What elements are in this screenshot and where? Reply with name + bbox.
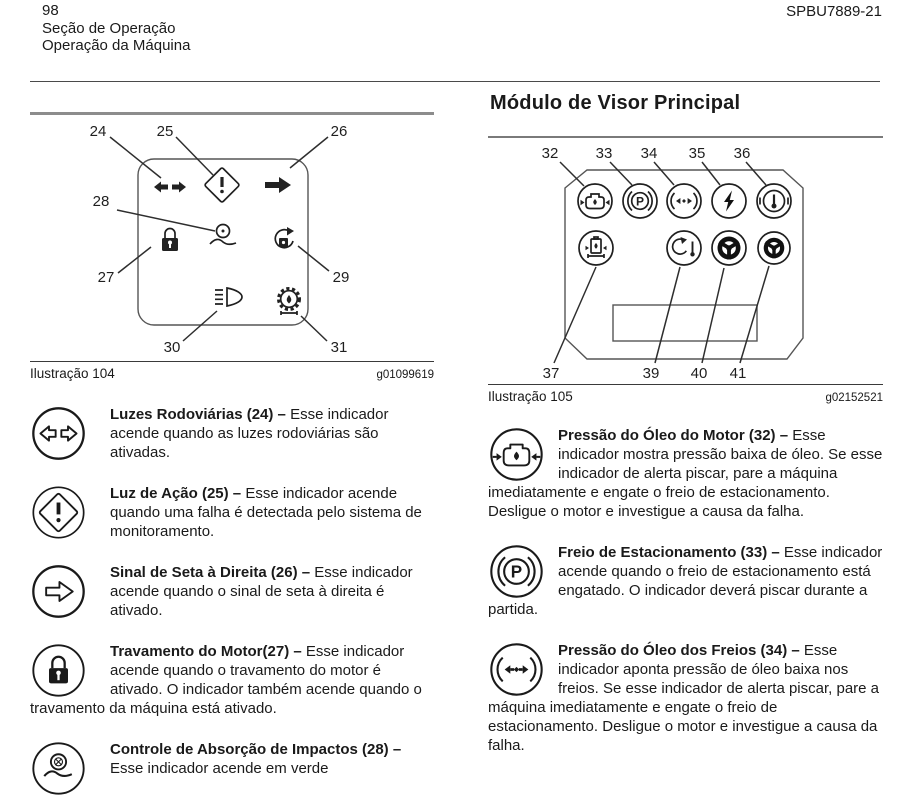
brake-oil-pressure-icon <box>488 641 558 698</box>
callout-33: 33 <box>595 145 613 162</box>
illustration-code: g02152521 <box>825 392 883 404</box>
page-number: 98 <box>42 2 59 19</box>
callout-40: 40 <box>690 365 708 382</box>
callout-41: 41 <box>729 365 747 382</box>
entry-engine-lock <box>30 642 434 718</box>
callout-34: 34 <box>640 145 658 162</box>
road-lights-icon <box>30 405 110 462</box>
illustration-104 <box>30 115 434 362</box>
left-entries <box>30 405 434 797</box>
entry-engine-oil-pressure <box>488 426 883 521</box>
entry-text: Esse indicador mostra pressão baixa de óleo. Se esse indicador de alerta piscar, pare a máquina imediatamente e engate o freio de estacionamento. Desligue o motor e investigue a causa da falha. <box>488 427 883 520</box>
callout-31: 31 <box>330 339 348 356</box>
callout-36: 36 <box>733 145 751 162</box>
entry-action-lamp <box>30 484 434 541</box>
callout-35: 35 <box>688 145 706 162</box>
action-lamp-icon <box>204 167 239 202</box>
callout-26: 26 <box>330 123 348 140</box>
callout-24: 24 <box>89 123 107 140</box>
parking-brake-icon <box>623 184 657 218</box>
hydraulic-oil-icon <box>579 231 613 265</box>
entry-text: Esse indicador acende quando as luzes rodoviárias são ativadas. <box>110 406 389 461</box>
entry-title: Travamento do Motor(27) – <box>110 643 302 660</box>
action-lamp-icon <box>30 484 110 541</box>
callout-29: 29 <box>332 269 350 286</box>
illustration-caption: Ilustração 105 <box>488 389 573 404</box>
entry-title: Sinal de Seta à Direita (26) – <box>110 564 311 581</box>
callout-37: 37 <box>542 365 560 382</box>
module-heading: Módulo de Visor Principal <box>490 92 741 114</box>
subsection-title: Operação da Máquina <box>42 37 191 54</box>
callout-25: 25 <box>156 123 174 140</box>
converter-temp-icon <box>667 231 701 265</box>
header-left <box>42 2 190 55</box>
svg-text:P: P <box>510 562 523 582</box>
svg-text:P: P <box>635 194 645 209</box>
engine-oil-pressure-icon <box>578 184 612 218</box>
entry-title: Freio de Estacionamento (33) – <box>558 544 780 561</box>
doc-code: SPBU7889-21 <box>786 3 882 20</box>
entry-brake-oil-pressure <box>488 641 883 755</box>
section-title: Seção de Operação <box>42 19 176 37</box>
ride-control-icon <box>30 740 110 797</box>
illustration-105-caption-row <box>488 389 883 404</box>
entry-title: Pressão do Óleo do Motor (32) – <box>558 427 789 444</box>
left-column <box>30 112 434 799</box>
brake-oil-pressure-icon <box>667 184 701 218</box>
illustration-caption: Ilustração 104 <box>30 366 115 381</box>
entry-title: Pressão do Óleo dos Freios (34) – <box>558 642 800 659</box>
entry-parking-brake <box>488 543 883 619</box>
illustration-code: g01099619 <box>376 369 434 381</box>
ride-control-icon <box>210 225 236 245</box>
illustration-104-caption-row <box>30 366 434 381</box>
secondary-steering-icon <box>758 232 790 264</box>
engine-lock-icon <box>162 229 178 252</box>
engine-lock-icon <box>30 642 110 699</box>
entry-text: Esse indicador aponta pressão de óleo baixa nos freios. Se esse indicador de alerta piscar, pare a máquina imediatamente e engate o freio de estacionamento. Desligue o motor e investigue a causa da falha. <box>488 642 880 754</box>
right-turn-signal-icon <box>265 177 291 193</box>
transmission-oil-icon <box>279 289 300 316</box>
parking-brake-icon <box>488 543 558 600</box>
bucket-control-icon <box>275 227 294 248</box>
callout-32: 32 <box>541 145 559 162</box>
entry-right-turn <box>30 563 434 620</box>
callout-27: 27 <box>97 269 115 286</box>
entry-text: Esse indicador acende quando o travamento do motor é ativado. O indicador também acende quando o travamento da máquina está ativado. <box>30 643 422 717</box>
callout-30: 30 <box>163 339 181 356</box>
entry-text: Esse indicador acende em verde <box>110 760 329 777</box>
right-turn-signal-icon <box>30 563 110 620</box>
display-screen <box>613 305 757 341</box>
entry-text: Esse indicador acende quando o freio de estacionamento está engatado. O indicador deverá piscar durante a partida. <box>488 544 883 618</box>
illustration-105 <box>488 138 883 385</box>
callout-28: 28 <box>92 193 110 210</box>
headlight-icon <box>215 288 242 306</box>
electrical-system-icon <box>712 184 746 218</box>
entry-ride-control <box>30 740 434 797</box>
right-entries <box>488 426 883 755</box>
entry-title: Luzes Rodoviárias (24) – <box>110 406 286 423</box>
road-lights-icon <box>154 182 186 193</box>
right-column <box>488 92 883 777</box>
entry-title: Controle de Absorção de Impactos (28) – <box>110 741 402 758</box>
entry-text: Esse indicador acende quando uma falha é detectada pelo sistema de monitoramento. <box>110 485 422 540</box>
steering-wheel-icon <box>712 231 746 265</box>
callout-39: 39 <box>642 365 660 382</box>
header-divider <box>30 81 880 82</box>
entry-text: Esse indicador acende quando o sinal de seta à direita é ativado. <box>110 564 413 619</box>
temperature-icon <box>757 184 791 218</box>
engine-oil-pressure-icon <box>488 426 558 483</box>
entry-title: Luz de Ação (25) – <box>110 485 242 502</box>
entry-road-lights <box>30 405 434 462</box>
